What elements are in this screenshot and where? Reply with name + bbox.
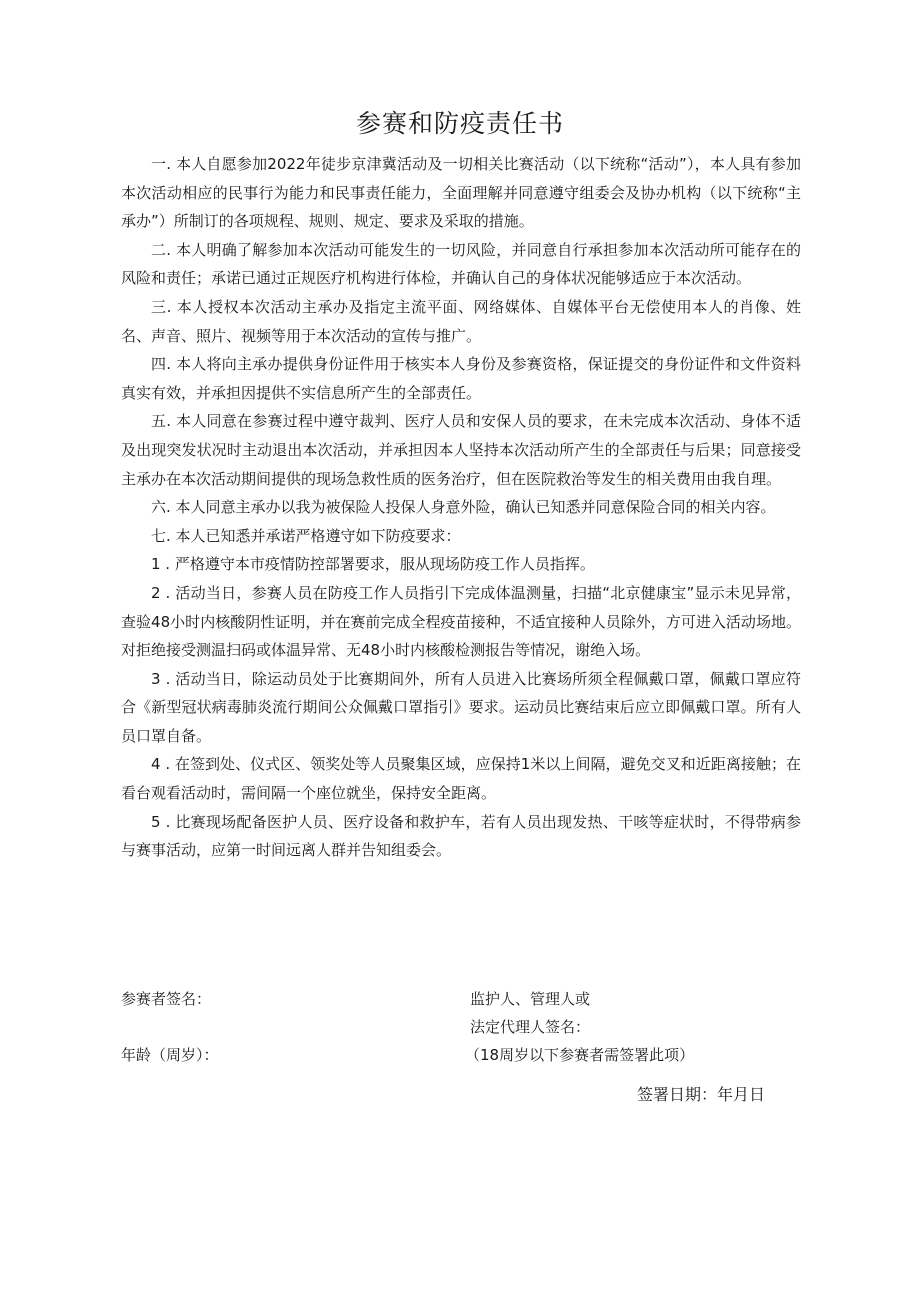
- guardian-signature-label-line1: 监护人、管理人或: [470, 990, 591, 1008]
- clause-3: 三. 本人授权本次活动主承办及指定主流平面、网络媒体、自媒体平台无偿使用本人的肖像、姓名、声音、照片、视频等用于本次活动的宣传与推广。: [121, 297, 801, 345]
- clause-6: 六. 本人同意主承办以我为被保险人投保人身意外险，确认已知悉并同意保险合同的相关内容。: [151, 498, 776, 517]
- epidemic-item-3: 3 . 活动当日，除运动员处于比赛期间外，所有人员进入比赛场所须全程佩戴口罩，佩戴口罩应符合《新型冠状病毒肺炎流行期间公众佩戴口罩指引》要求。运动员比赛结束后应立即佩戴口罩。所有人员口罩自备。: [121, 669, 801, 745]
- guardian-signature-label-line2: 法定代理人签名：: [470, 1018, 591, 1036]
- clause-1: 一. 本人自愿参加2022年徒步京津冀活动及一切相关比赛活动（以下统称“活动”），本人具有参加本次活动相应的民事行为能力和民事责任能力，全面理解并同意遵守组委会及协办机构（以下统称“主承办”）所制订的各项规程、规则、规定、要求及采取的措施。: [121, 155, 801, 231]
- participant-signature-label: 参赛者签名：: [121, 990, 212, 1008]
- guardian-note: （18周岁以下参赛者需签署此项）: [465, 1046, 695, 1064]
- document-title: 参赛和防疫责任书: [355, 109, 564, 138]
- epidemic-item-4: 4 . 在签到处、仪式区、领奖处等人员聚集区域，应保持1米以上间隔，避免交叉和近距离接触；在看台观看活动时，需间隔一个座位就坐，保持安全距离。: [121, 755, 801, 803]
- epidemic-item-5: 5 . 比赛现场配备医护人员、医疗设备和救护车，若有人员出现发热、干咳等症状时，不得带病参与赛事活动，应第一时间远离人群并告知组委会。: [121, 812, 801, 860]
- epidemic-item-1: 1 . 严格遵守本市疫情防控部署要求，服从现场防疫工作人员指挥。: [151, 555, 595, 574]
- clause-5: 五. 本人同意在参赛过程中遵守裁判、医疗人员和安保人员的要求，在未完成本次活动、身体不适及出现突发状况时主动退出本次活动，并承担因本人坚持本次活动所产生的全部责任与后果；同意接受主承办在本次活动期间提供的现场急救性质的医务治疗，但在医院救治等发生的相关费用由我自理。: [121, 412, 801, 488]
- clause-7: 七. 本人已知悉并承诺严格遵守如下防疫要求：: [151, 526, 461, 545]
- document-body: [121, 150, 801, 865]
- signing-date-label: 签署日期：年月日: [637, 1085, 766, 1104]
- clause-2: 二. 本人明确了解参加本次活动可能发生的一切风险，并同意自行承担参加本次活动所可能存在的风险和责任；承诺已通过正规医疗机构进行体检，并确认自己的身体状况能够适应于本次活动。: [121, 240, 801, 288]
- epidemic-item-2: 2 . 活动当日，参赛人员在防疫工作人员指引下完成体温测量，扫描“北京健康宝”显示未见异常，查验48小时内核酸阴性证明，并在赛前完成全程疫苗接种，不适宜接种人员除外，方可进入活动场地。对拒绝接受测温扫码或体温异常、无48小时内核酸检测报告等情况，谢绝入场。: [121, 583, 801, 660]
- clause-4: 四. 本人将向主承办提供身份证件用于核实本人身份及参赛资格，保证提交的身份证件和文件资料真实有效，并承担因提供不实信息所产生的全部责任。: [121, 355, 801, 402]
- age-label: 年龄（周岁）：: [121, 1046, 219, 1064]
